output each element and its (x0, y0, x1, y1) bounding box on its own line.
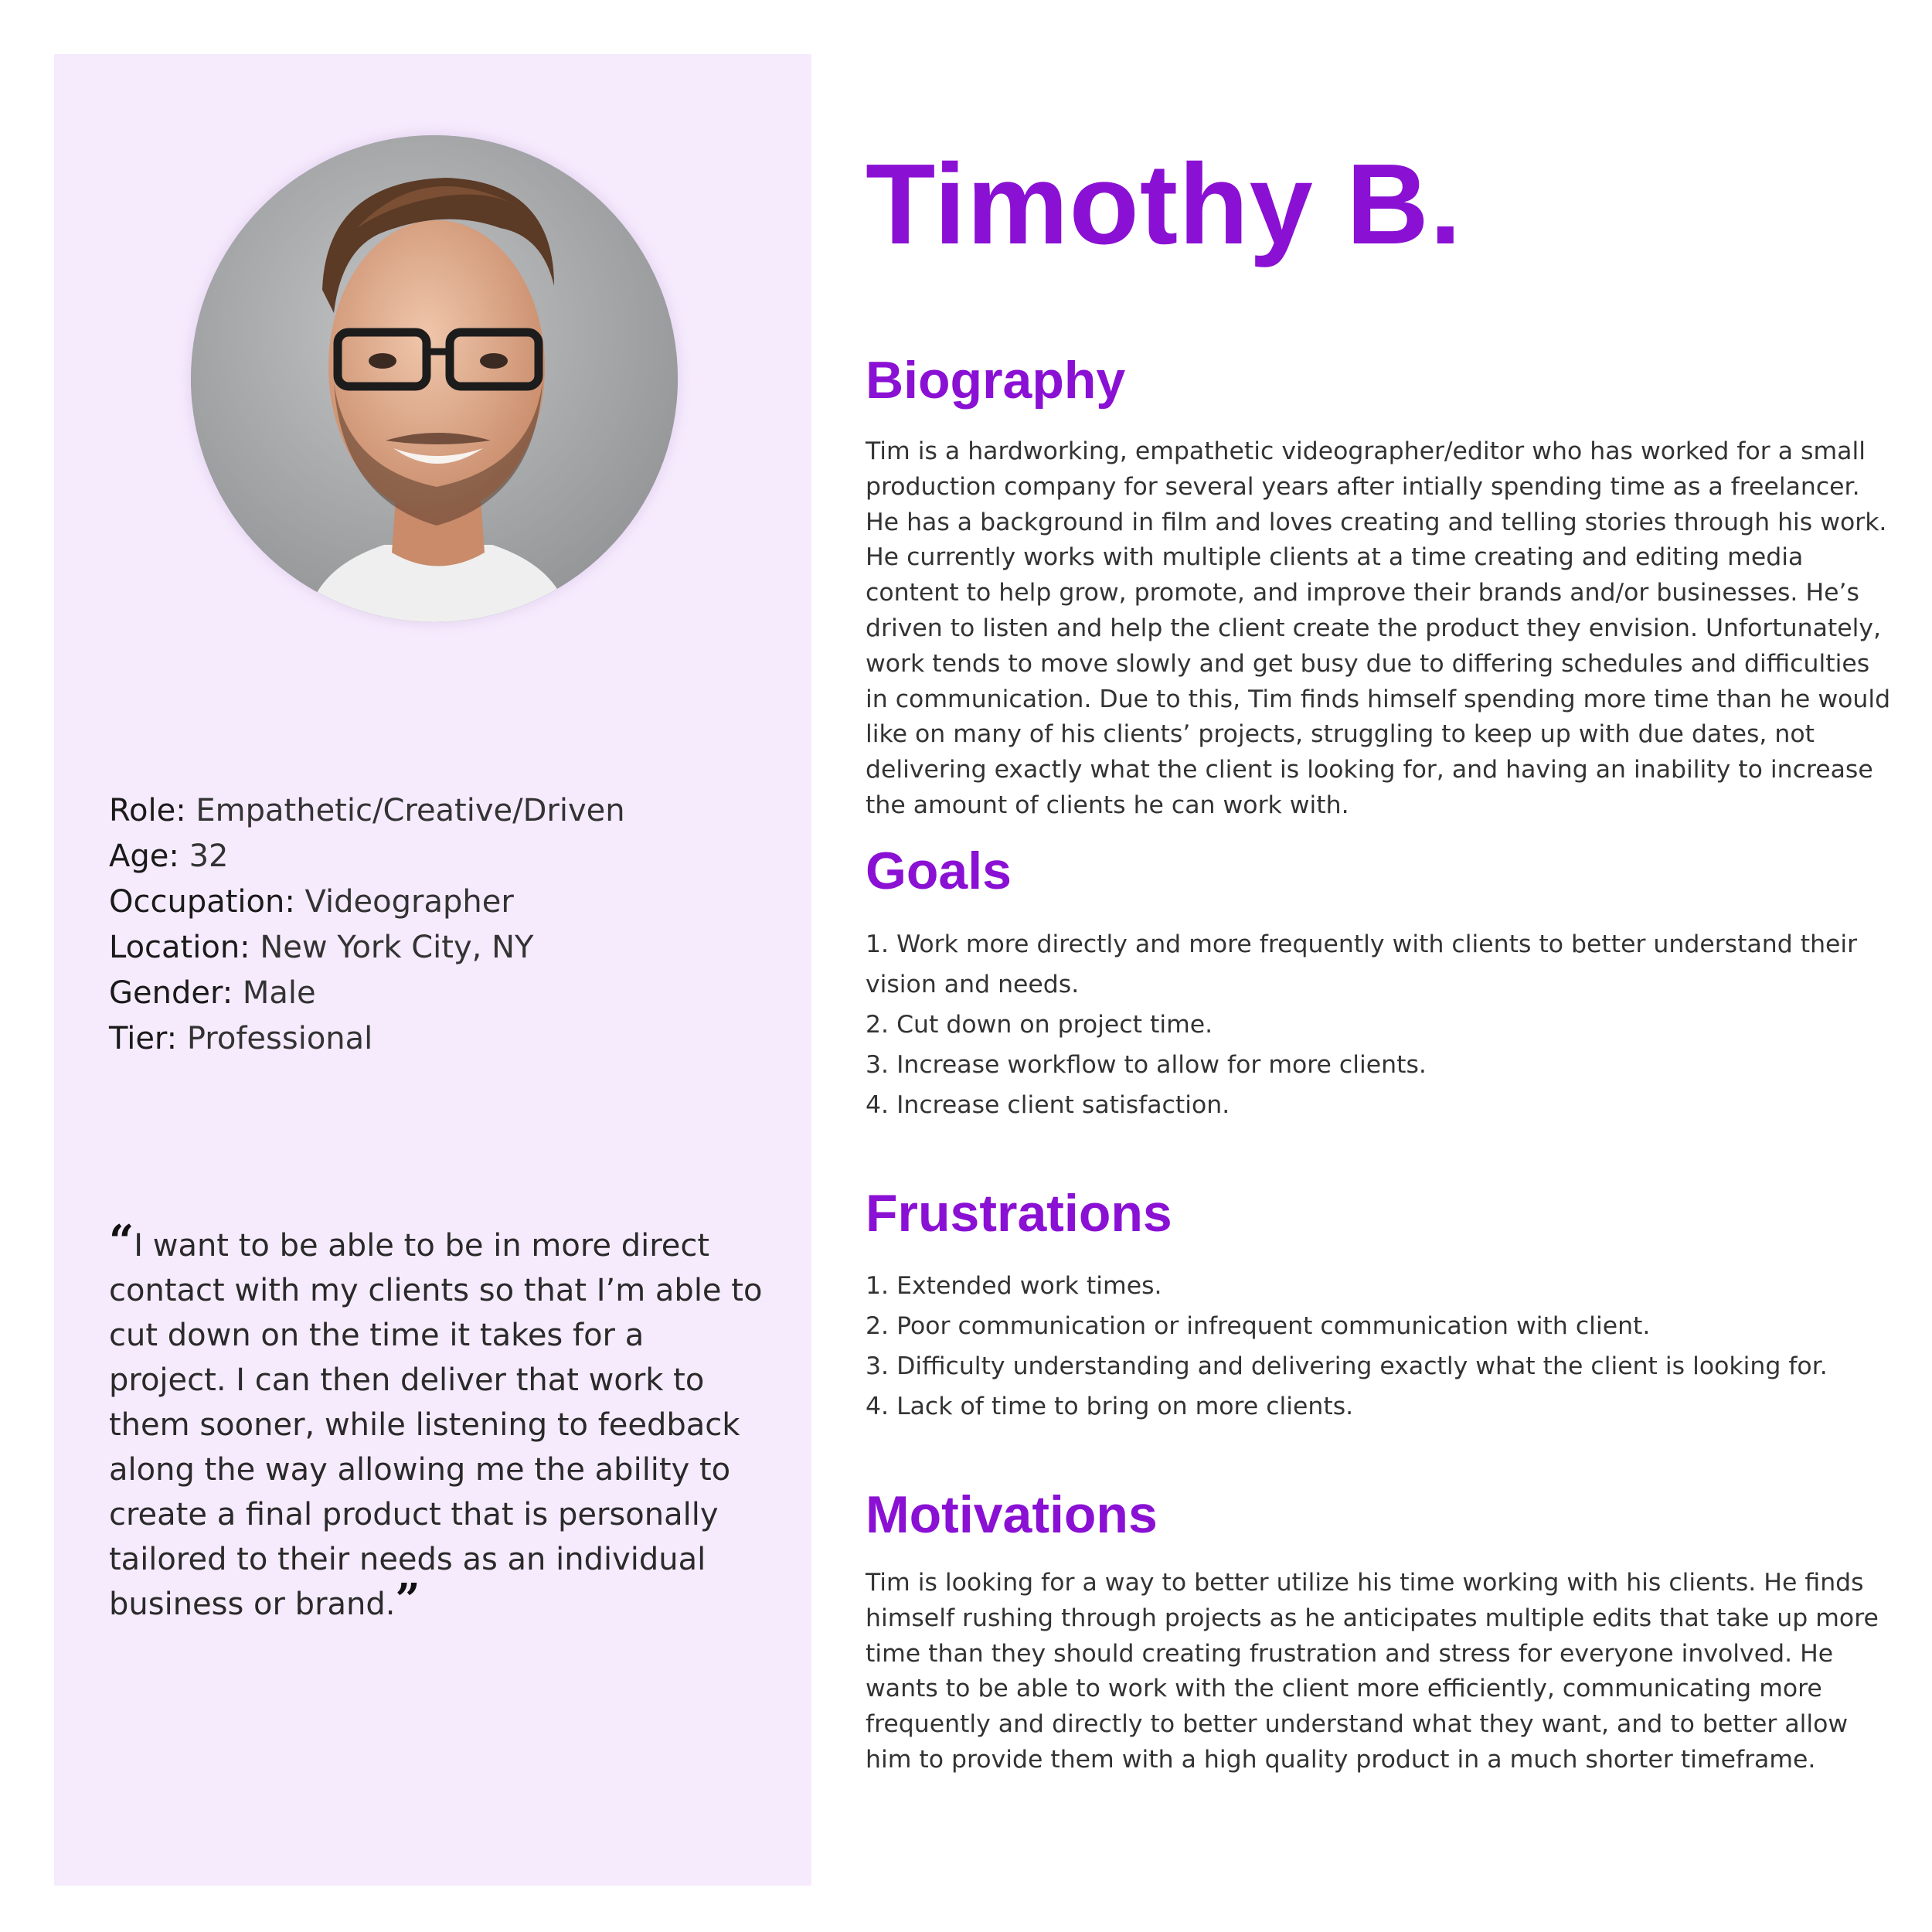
attr-gender-value: Male (242, 975, 316, 1011)
attr-age (109, 834, 789, 879)
attr-occupation-value: Videographer (304, 884, 514, 920)
goals-list (866, 924, 1897, 1125)
frustrations-list (866, 1266, 1897, 1427)
attr-gender (109, 971, 789, 1016)
attr-location (109, 925, 789, 971)
attr-location-label: Location: (109, 930, 250, 965)
attr-tier (109, 1016, 789, 1062)
frustration-item: 2. Poor communication or infrequent communication with client. (866, 1312, 1651, 1340)
avatar (191, 135, 678, 622)
attr-role-value: Empathetic/Creative/Driven (196, 793, 625, 828)
goal-item: 1. Work more directly and more frequently with clients to better understand their vision and needs. (866, 930, 1858, 998)
biography-title: Biography (866, 351, 1126, 410)
attr-age-value: 32 (189, 838, 229, 874)
open-quote-mark: “ (109, 1216, 134, 1267)
quote-text: I want to be able to be in more direct contact with my clients so that I’m able to cut down on the time it takes for a project. I can then deliver that work to them sooner, while listening to feedback along the way allowing me the ability to create a final product that is personally tailored to their needs as an individual business or brand. (109, 1228, 763, 1622)
persona-attributes (109, 788, 789, 1062)
attr-location-value: New York City, NY (260, 930, 534, 965)
goal-item: 4. Increase client satisfaction. (866, 1091, 1230, 1119)
goal-item: 2. Cut down on project time. (866, 1011, 1213, 1039)
frustration-item: 1. Extended work times. (866, 1272, 1162, 1300)
goals-title: Goals (866, 842, 1012, 900)
biography-text: Tim is a hardworking, empathetic videographer/editor who has worked for a small production company for several years after intially spending time as a freelancer. He has a background in film and loves creating and telling stories through his work. He currently works with multiple clients at a time creating and editing media content to help grow, promote, and improve their brands and/or businesses. He’s driven to listen and help the client create the product they envision. Unfortunately, work tends to move slowly and get busy due to differing schedules and difficulties in communication. Due to this, Tim finds himself spending more time than he would like on many of his clients’ projects, struggling to keep up with due dates, not delivering exactly what the client is looking for, and having an inability to increase the amount of clients he can work with. (866, 437, 1891, 819)
attr-gender-label: Gender: (109, 975, 233, 1011)
frustrations-title: Frustrations (866, 1184, 1172, 1243)
frustration-item: 4. Lack of time to bring on more clients. (866, 1393, 1354, 1420)
goal-item: 3. Increase workflow to allow for more clients. (866, 1051, 1427, 1079)
persona-quote (109, 1216, 766, 1627)
attr-age-label: Age: (109, 838, 179, 874)
attr-occupation-label: Occupation: (109, 884, 295, 920)
persona-name: Timothy B. (866, 141, 1462, 268)
attr-role (109, 788, 789, 834)
portrait-illustration (191, 135, 678, 622)
motivations-text: Tim is looking for a way to better utilize his time working with his clients. He finds himself rushing through projects as he anticipates multiple edits that take up more time than they should creating frustration and stress for everyone involved. He wants to be able to work with the client more efficiently, communicating more frequently and directly to better understand what they want, and to better allow him to provide them with a high quality product in a much shorter timeframe. (866, 1569, 1879, 1774)
attr-tier-label: Tier: (109, 1021, 178, 1056)
attr-occupation (109, 879, 789, 925)
attr-role-label: Role: (109, 793, 186, 828)
attr-tier-value: Professional (186, 1021, 373, 1056)
close-quote-mark: ” (395, 1574, 420, 1625)
frustration-item: 3. Difficulty understanding and delivering exactly what the client is looking for. (866, 1352, 1828, 1380)
motivations-title: Motivations (866, 1485, 1158, 1544)
